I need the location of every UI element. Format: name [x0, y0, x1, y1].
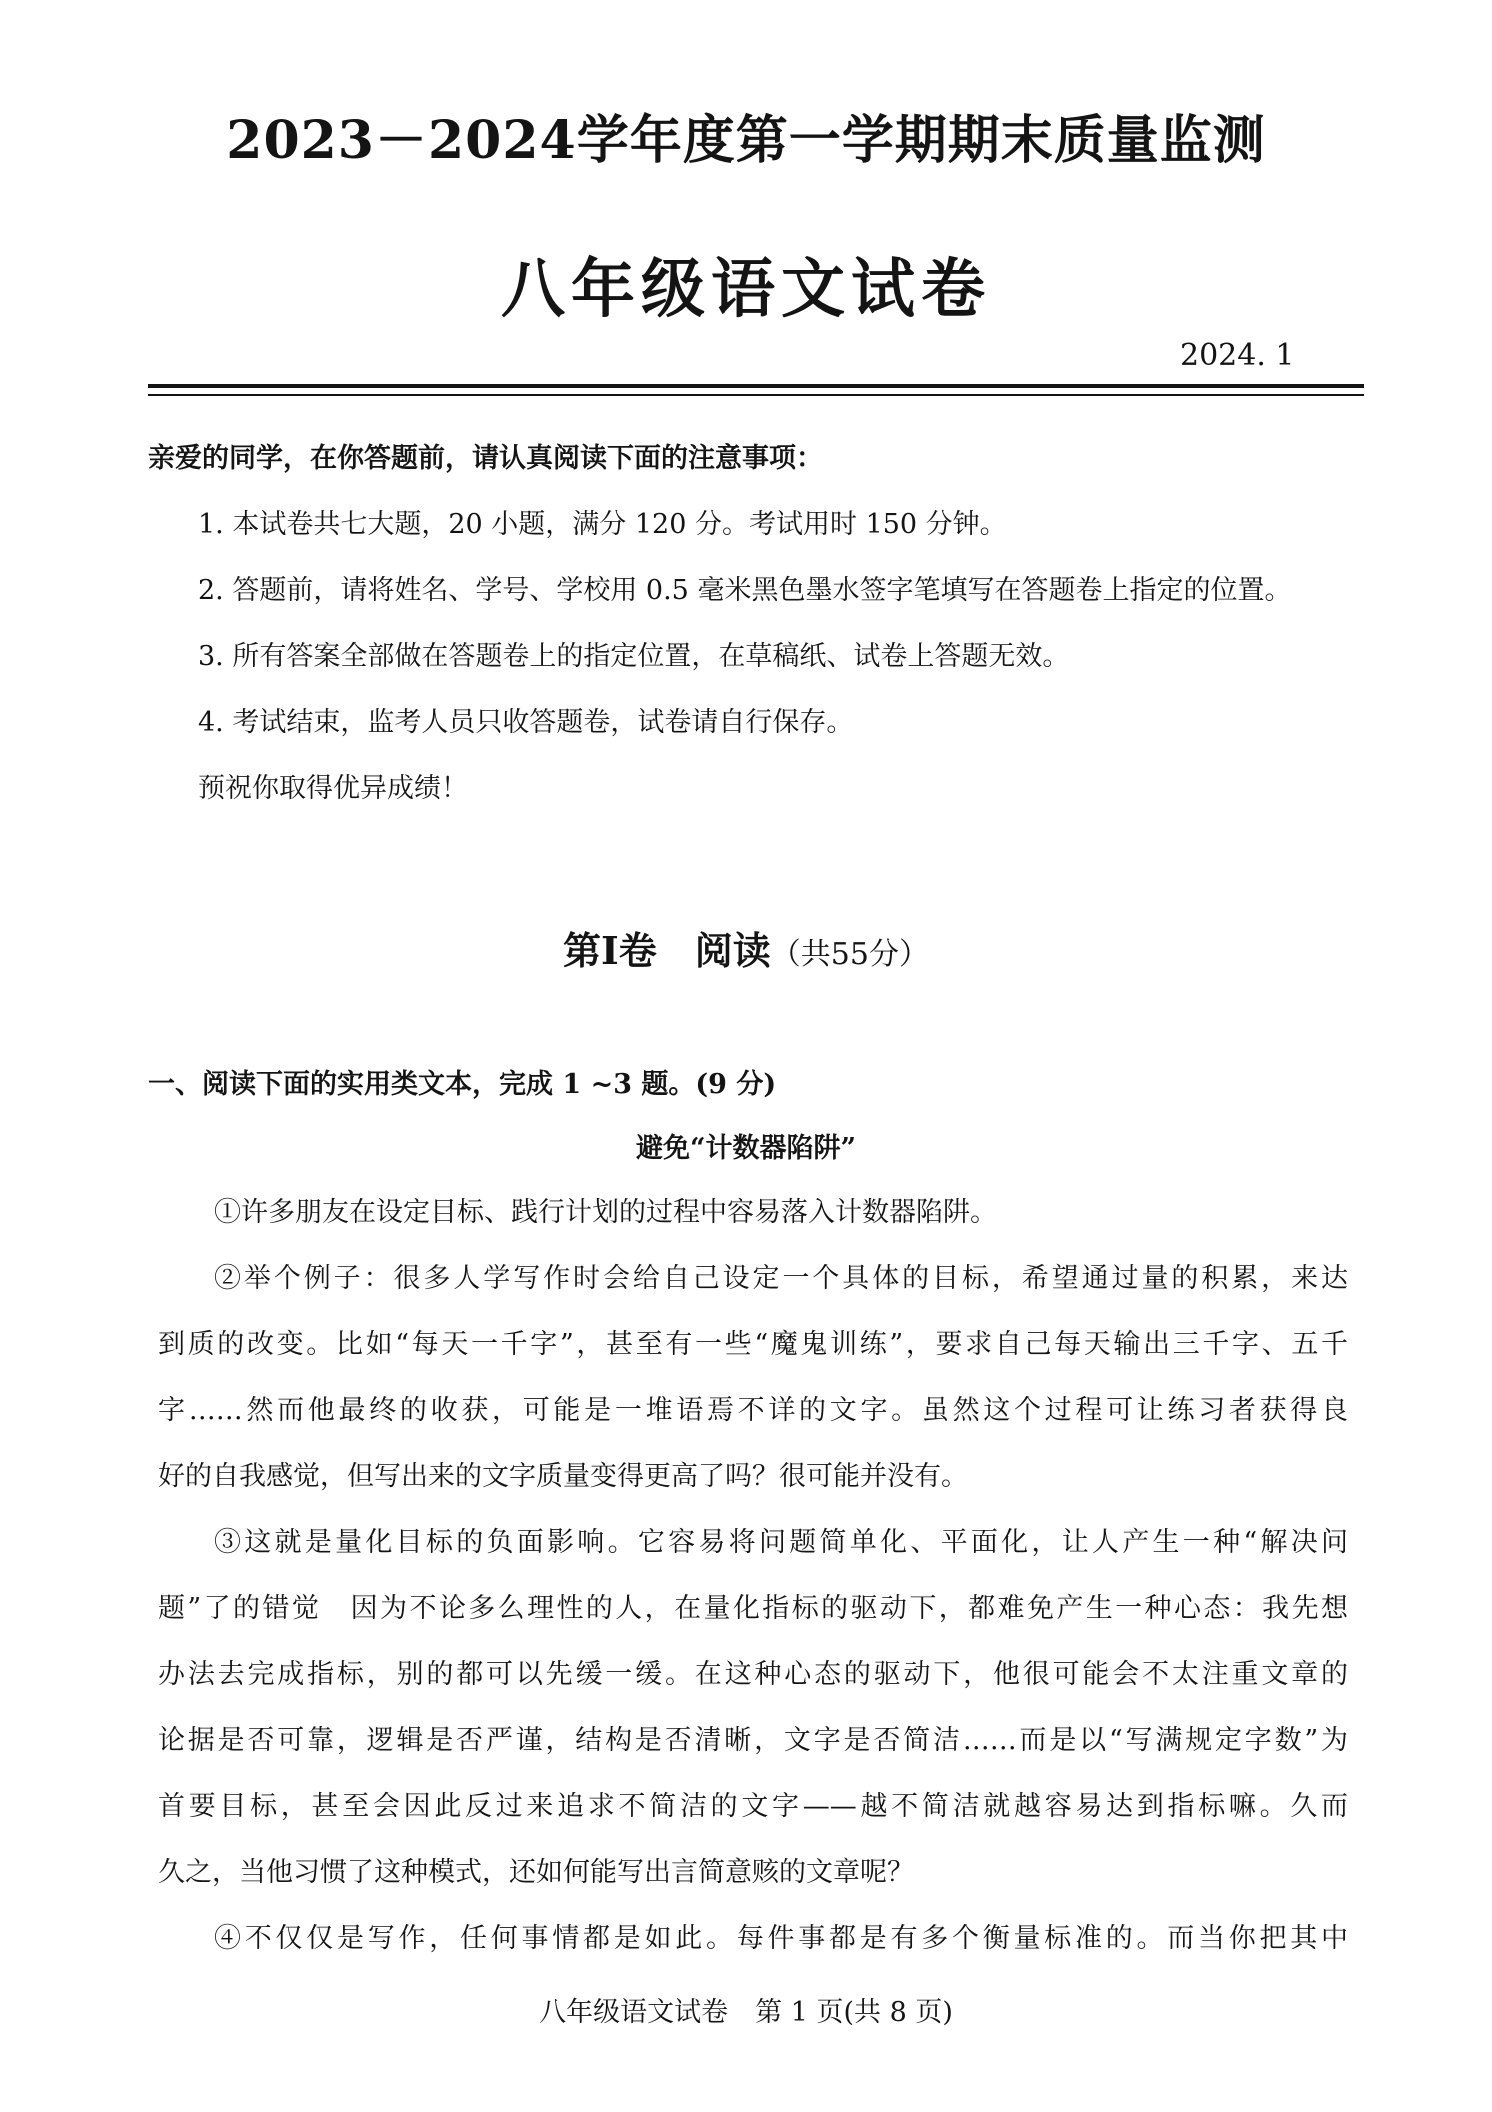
question-heading: 一、阅读下面的实用类文本，完成 1 ~3 题。(9 分)	[148, 1069, 777, 1100]
paragraph-line: ②举个例子：很多人学写作时会给自己设定一个具体的目标，希望通过量的积累，来达	[214, 1263, 1348, 1294]
article-title: 避免“计数器陷阱”	[635, 1133, 857, 1164]
paragraph-line: ①许多朋友在设定目标、践行计划的过程中容易落入计数器陷阱。	[214, 1197, 997, 1228]
notice-item: 2. 答题前，请将姓名、学号、学校用 0.5 毫米黑色墨水签字笔填写在答题卷上指定的位置。	[198, 575, 1292, 606]
exam-main-title: 2023－2024学年度第一学期期末质量监测	[226, 110, 1266, 171]
notice-title: 亲爱的同学，在你答题前，请认真阅读下面的注意事项：	[148, 443, 823, 474]
paragraph-line: ③这就是量化目标的负面影响。它容易将问题简单化、平面化，让人产生一种“解决问	[214, 1527, 1348, 1558]
paragraph-line: 字……然而他最终的收获，可能是一堆语焉不详的文字。虽然这个过程可让练习者获得良	[158, 1395, 1348, 1426]
header-rule-thin	[148, 394, 1364, 396]
page-footer: 八年级语文试卷 第 1 页(共 8 页)	[539, 1997, 953, 2028]
notice-item: 1. 本试卷共七大题，20 小题，满分 120 分。考试用时 150 分钟。	[198, 509, 1007, 540]
paragraph-line: 好的自我感觉，但写出来的文字质量变得更高了吗？很可能并没有。	[158, 1461, 968, 1492]
paragraph-line: 到质的改变。比如“每天一千字”，甚至有一些“魔鬼训练”，要求自己每天输出三千字、五千	[158, 1329, 1348, 1360]
notice-item: 3. 所有答案全部做在答题卷上的指定位置，在草稿纸、试卷上答题无效。	[198, 641, 1070, 672]
section-title	[0, 920, 1492, 975]
paragraph-line: 题”了的错觉 因为不论多么理性的人，在量化指标的驱动下，都难免产生一种心态：我先想	[158, 1593, 1348, 1624]
paragraph-line: 首要目标，甚至会因此反过来追求不简洁的文字——越不简洁就越容易达到指标嘛。久而	[158, 1791, 1348, 1822]
notice-closing: 预祝你取得优异成绩！	[198, 773, 468, 804]
exam-subject-title: 八年级语文试卷	[501, 252, 991, 327]
header-rule-thick	[148, 384, 1364, 388]
paragraph-line: 论据是否可靠，逻辑是否严谨，结构是否清晰，文字是否简洁……而是以“写满规定字数”为	[158, 1725, 1348, 1756]
paragraph-line: 办法去完成指标，别的都可以先缓一缓。在这种心态的驱动下，他很可能会不太注重文章的	[158, 1659, 1348, 1690]
exam-date: 2024. 1	[1180, 338, 1295, 373]
section-name: 第Ⅰ卷 阅读	[563, 928, 771, 973]
notice-item: 4. 考试结束，监考人员只收答题卷，试卷请自行保存。	[198, 707, 854, 738]
section-score: （共55分）	[770, 937, 929, 972]
paragraph-line: ④不仅仅是写作，任何事情都是如此。每件事都是有多个衡量标准的。而当你把其中	[214, 1923, 1348, 1954]
paragraph-line: 久之，当他习惯了这种模式，还如何能写出言简意赅的文章呢？	[158, 1857, 914, 1888]
